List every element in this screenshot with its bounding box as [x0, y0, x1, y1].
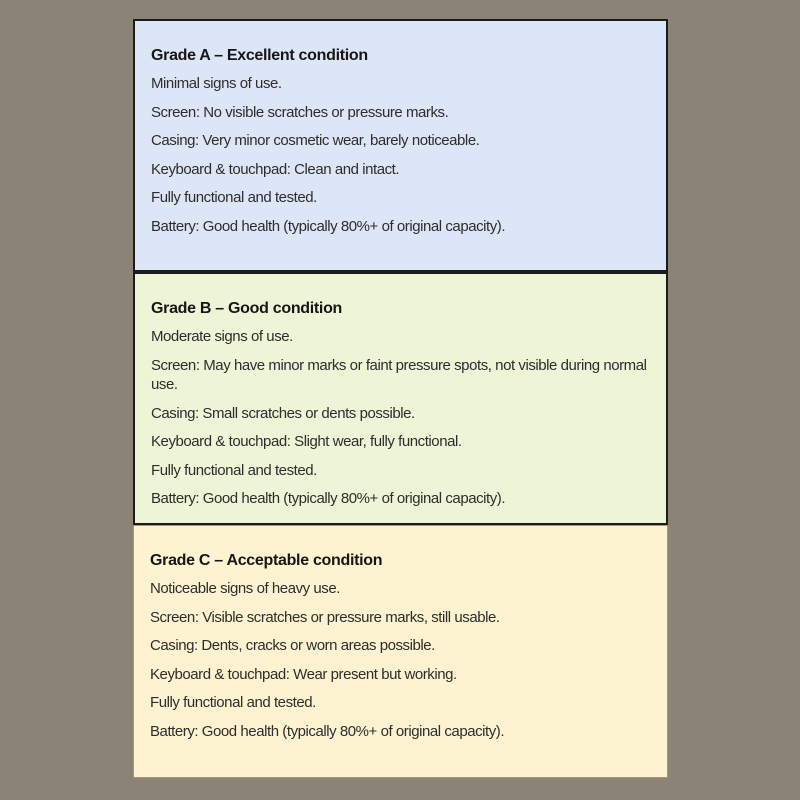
- grade-c-section: [133, 525, 668, 778]
- grade-c-line: Casing: Dents, cracks or worn areas possible.: [150, 637, 435, 654]
- grade-a-line: Battery: Good health (typically 80%+ of original capacity).: [151, 217, 506, 235]
- grade-c-title: Grade C – Acceptable condition: [150, 552, 383, 569]
- grade-a-line: Screen: No visible scratches or pressure marks.: [151, 103, 449, 121]
- grade-b-title: Grade B – Good condition: [151, 300, 343, 317]
- grade-a-line: Minimal signs of use.: [151, 75, 282, 92]
- grade-a-section: [133, 19, 668, 272]
- grade-c-line: Battery: Good health (typically 80%+ of original capacity).: [150, 722, 505, 740]
- grade-b-line: Fully functional and tested.: [151, 461, 317, 479]
- grade-a-line: Fully functional and tested.: [151, 189, 317, 206]
- grade-c-line: Screen: Visible scratches or pressure marks, still usable.: [150, 608, 500, 626]
- grade-c-line: Keyboard & touchpad: Wear present but working.: [150, 665, 457, 683]
- grade-b-line: Screen: May have minor marks or faint pressure spots, not visible during normal use.: [151, 356, 647, 393]
- grade-b-line: Moderate signs of use.: [151, 328, 293, 345]
- grade-a-line: Casing: Very minor cosmetic wear, barely noticeable.: [151, 132, 480, 149]
- grading-card: [133, 19, 668, 778]
- grade-b-line: Keyboard & touchpad: Slight wear, fully functional.: [151, 433, 462, 450]
- grade-a-line: Keyboard & touchpad: Clean and intact.: [151, 160, 400, 178]
- grade-b-section: [133, 272, 668, 525]
- grade-b-line: Battery: Good health (typically 80%+ of original capacity).: [151, 490, 506, 507]
- grade-c-line: Noticeable signs of heavy use.: [150, 580, 340, 597]
- grade-c-line: Fully functional and tested.: [150, 694, 316, 711]
- grade-a-title: Grade A – Excellent condition: [151, 47, 368, 64]
- grade-b-line: Casing: Small scratches or dents possible.: [151, 404, 415, 422]
